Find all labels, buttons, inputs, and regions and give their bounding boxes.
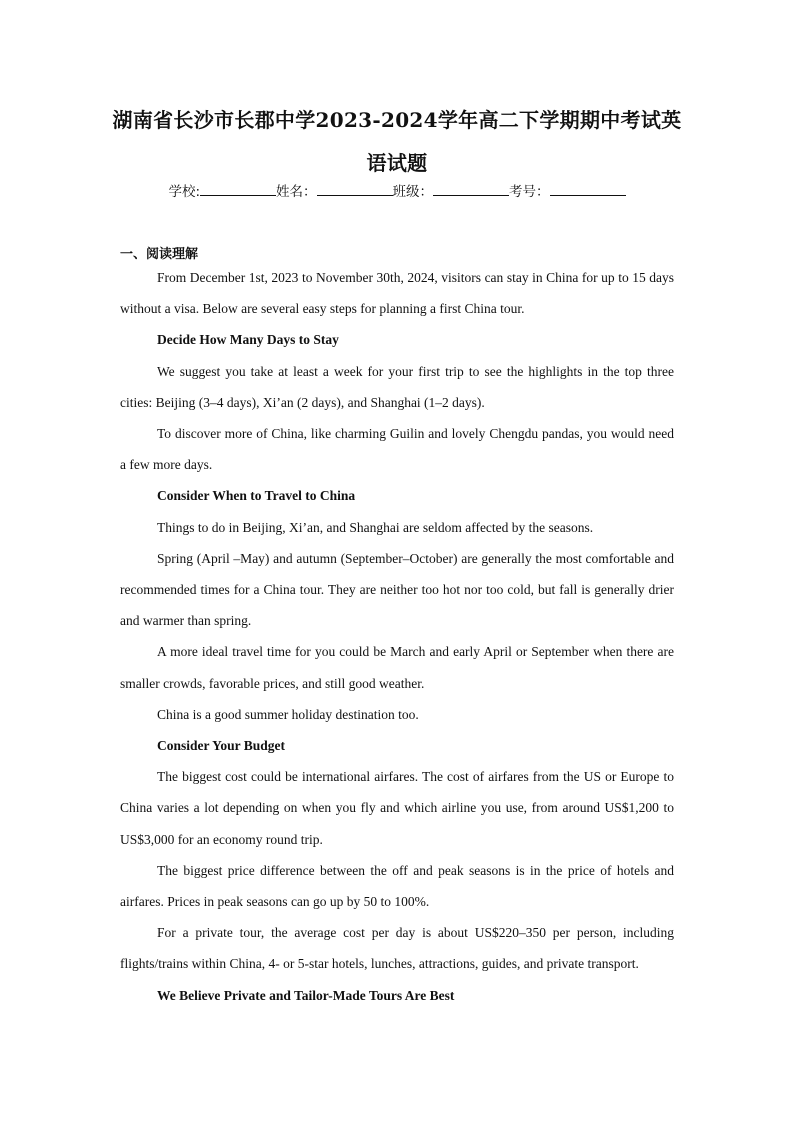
paragraph: From December 1st, 2023 to November 30th, 2024, visitors can stay in China for up to 15 days without a visa. Below are several easy steps for planning a first China tour. bbox=[120, 270, 674, 317]
paragraph: Things to do in Beijing, Xi’an, and Shanghai are seldom affected by the seasons. bbox=[157, 519, 594, 535]
subheading: We Believe Private and Tailor-Made Tours Are Best bbox=[157, 987, 455, 1003]
page-title-line-1: 湖南省长沙市长郡中学2023-2024学年高二下学期期中考试英 bbox=[112, 108, 682, 132]
school-blank bbox=[200, 183, 276, 196]
paragraph: To discover more of China, like charming Guilin and lovely Chengdu pandas, you would need a few more days. bbox=[120, 426, 674, 473]
subheading: Consider When to Travel to China bbox=[157, 488, 356, 504]
class-label: 班级： bbox=[392, 184, 434, 200]
school-label: 学校: bbox=[168, 184, 201, 200]
subheading: Consider Your Budget bbox=[157, 738, 286, 754]
paragraph: The biggest cost could be international airfares. The cost of airfares from the US or Europe to China varies a lot depending on when you fly and which airline you use, from around US$1,200 to US$3,000 for an economy round trip. bbox=[120, 769, 674, 847]
section-heading: 一、阅读理解 bbox=[120, 247, 199, 262]
paragraph: The biggest price difference between the off and peak seasons is in the price of hotels and airfares. Prices in peak seasons can go up by 50 to 100%. bbox=[120, 862, 674, 910]
paragraph: A more ideal travel time for you could be March and early April or September when there are smaller crowds, favorable prices, and still good weather. bbox=[120, 644, 674, 691]
paragraph: We suggest you take at least a week for your first trip to see the highlights in the top three cities: Beijing (3–4 days), Xi’an (2 days), and Shanghai (1–2 days). bbox=[120, 363, 674, 410]
student-info-line bbox=[120, 180, 674, 200]
paragraph: For a private tour, the average cost per day is about US$220–350 per person, including flights/trains within China, 4- or 5-star hotels, lunches, attractions, guides, and private transport. bbox=[120, 925, 674, 972]
paragraph: Spring (April –May) and autumn (September–October) are generally the most comfortable and recommended times for a China tour. They are neither too hot nor too cold, but fall is generally drier and warmer than spring. bbox=[120, 550, 674, 629]
paragraph: China is a good summer holiday destination too. bbox=[157, 706, 419, 722]
class-blank bbox=[433, 183, 509, 196]
exam-no-label: 考号： bbox=[509, 184, 550, 200]
name-label: 姓名： bbox=[276, 184, 317, 200]
name-blank bbox=[317, 183, 393, 196]
subheading: Decide How Many Days to Stay bbox=[157, 332, 339, 348]
page-title-line-2: 语试题 bbox=[366, 151, 428, 175]
reading-passage bbox=[120, 262, 674, 1011]
exam-no-blank bbox=[550, 183, 626, 196]
